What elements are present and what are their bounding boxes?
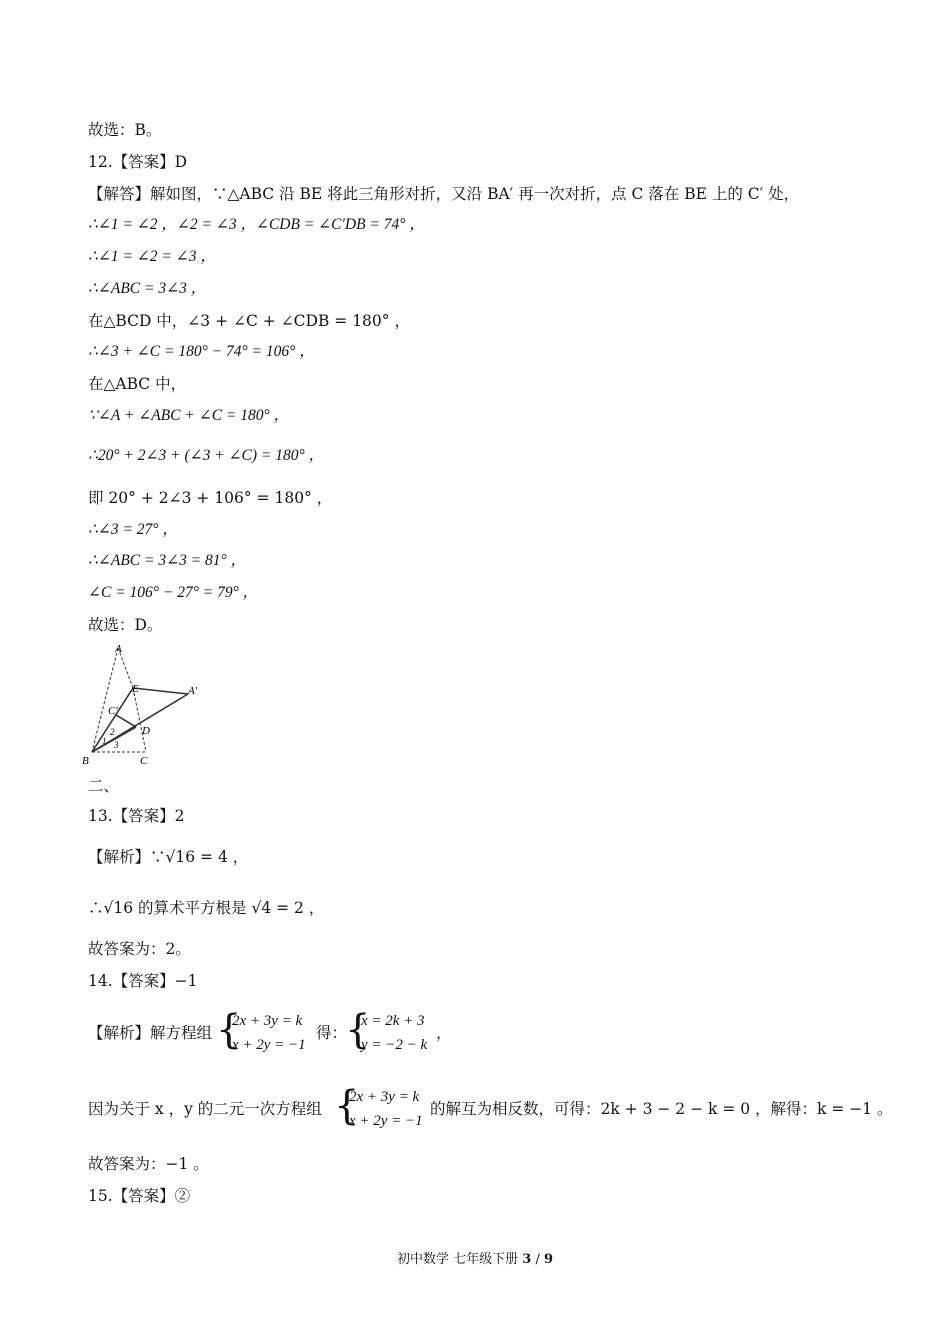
q12-step-3: ∴∠ABC = 3∠3 ， (88, 280, 207, 297)
q14-analysis-end: ， (436, 1024, 452, 1042)
footer-title: 初中数学 七年级下册 (396, 1252, 519, 1267)
label-e: E (132, 683, 139, 695)
brace-left: { (216, 1007, 242, 1053)
q13-analysis-1: 【解析】∵√16 = 4 ， (88, 848, 249, 866)
equation-2: x + 2y = −1 (232, 1037, 306, 1053)
brace-left: { (345, 1007, 371, 1053)
q13-conclusion: 故答案为：2。 (88, 940, 191, 958)
triangle-fold-figure (80, 640, 210, 770)
q13-analysis-2: ∴√16 的算术平方根是 √4 = 2 ， (88, 899, 325, 917)
q12-step-7: ∵∠A + ∠ABC + ∠C = 180° ， (88, 407, 290, 424)
equation-system-2 (349, 1085, 423, 1133)
equation-1: 2x + 3y = k (232, 1013, 303, 1029)
equation-1: 2x + 3y = k (349, 1089, 420, 1105)
q12-step-2: ∴∠1 = ∠2 = ∠3 ， (88, 248, 216, 265)
label-c: C (140, 755, 148, 767)
page-total: 9 (543, 1252, 554, 1267)
brace-left: { (334, 1083, 360, 1129)
q14-analysis-mid: 得： (316, 1024, 348, 1042)
page-footer (0, 1248, 950, 1267)
page-separator: / (535, 1252, 540, 1267)
q12-step-10: ∴∠3 = 27° ， (88, 521, 178, 538)
q12-conclusion: 故选：D。 (88, 616, 163, 634)
q15-answer: 15.【答案】② (88, 1187, 191, 1205)
q12-step-11: ∴∠ABC = 3∠3 = 81° ， (88, 552, 247, 569)
q14-reason-rest: 的解互为相反数，可得：2k + 3 − 2 − k = 0 ，解得：k = −1 。 (430, 1100, 893, 1118)
solution-2: y = −2 − k (361, 1037, 428, 1053)
label-d: D (142, 725, 150, 737)
equation-2: x + 2y = −1 (349, 1113, 423, 1129)
label-a: A (115, 643, 122, 655)
label-a-prime: A′ (188, 685, 198, 697)
q12-step-9: 即 20° + 2∠3 + 106° = 180° ， (88, 489, 333, 507)
angle-3-label: 3 (114, 740, 119, 750)
q12-step-8: ∴20° + 2∠3 + (∠3 + ∠C) = 180° ， (88, 447, 325, 464)
solution-system (361, 1009, 427, 1057)
equation-system-1 (232, 1009, 306, 1057)
solution-1: x = 2k + 3 (361, 1013, 425, 1029)
label-c-prime: C′ (108, 705, 118, 717)
line-conclusion-b: 故选：B。 (88, 121, 162, 139)
q12-solution-intro: 【解答】解如图，∵△ABC 沿 BE 将此三角形对折，又沿 BA′ 再一次对折，点 C 落在 BE 上的 C′ 处， (88, 185, 800, 203)
section-two-heading: 二、 (88, 777, 120, 795)
q13-answer: 13.【答案】2 (88, 807, 185, 825)
label-b: B (82, 755, 89, 767)
q12-step-1: ∴∠1 = ∠2 ，∠2 = ∠3 ，∠CDB = ∠C′DB = 74° ， (88, 216, 425, 233)
q14-answer: 14.【答案】−1 (88, 972, 198, 990)
q14-conclusion: 故答案为：−1 。 (88, 1155, 209, 1173)
q12-answer: 12.【答案】D (88, 153, 188, 171)
page-number: 3 (522, 1252, 532, 1267)
q14-reason-prefix: 因为关于 x ，y 的二元一次方程组 (88, 1100, 322, 1118)
angle-2-label: 2 (110, 727, 115, 737)
q12-step-6: 在△ABC 中， (88, 375, 187, 393)
q12-step-4: 在△BCD 中，∠3 + ∠C + ∠CDB = 180° ， (88, 312, 410, 330)
q12-step-12: ∠C = 106° − 27° = 79° ， (88, 584, 259, 601)
q12-step-5: ∴∠3 + ∠C = 180° − 74° = 106° ， (88, 343, 315, 360)
angle-1-label: 1 (102, 736, 107, 746)
q14-analysis-prefix: 【解析】解方程组 (88, 1024, 213, 1042)
